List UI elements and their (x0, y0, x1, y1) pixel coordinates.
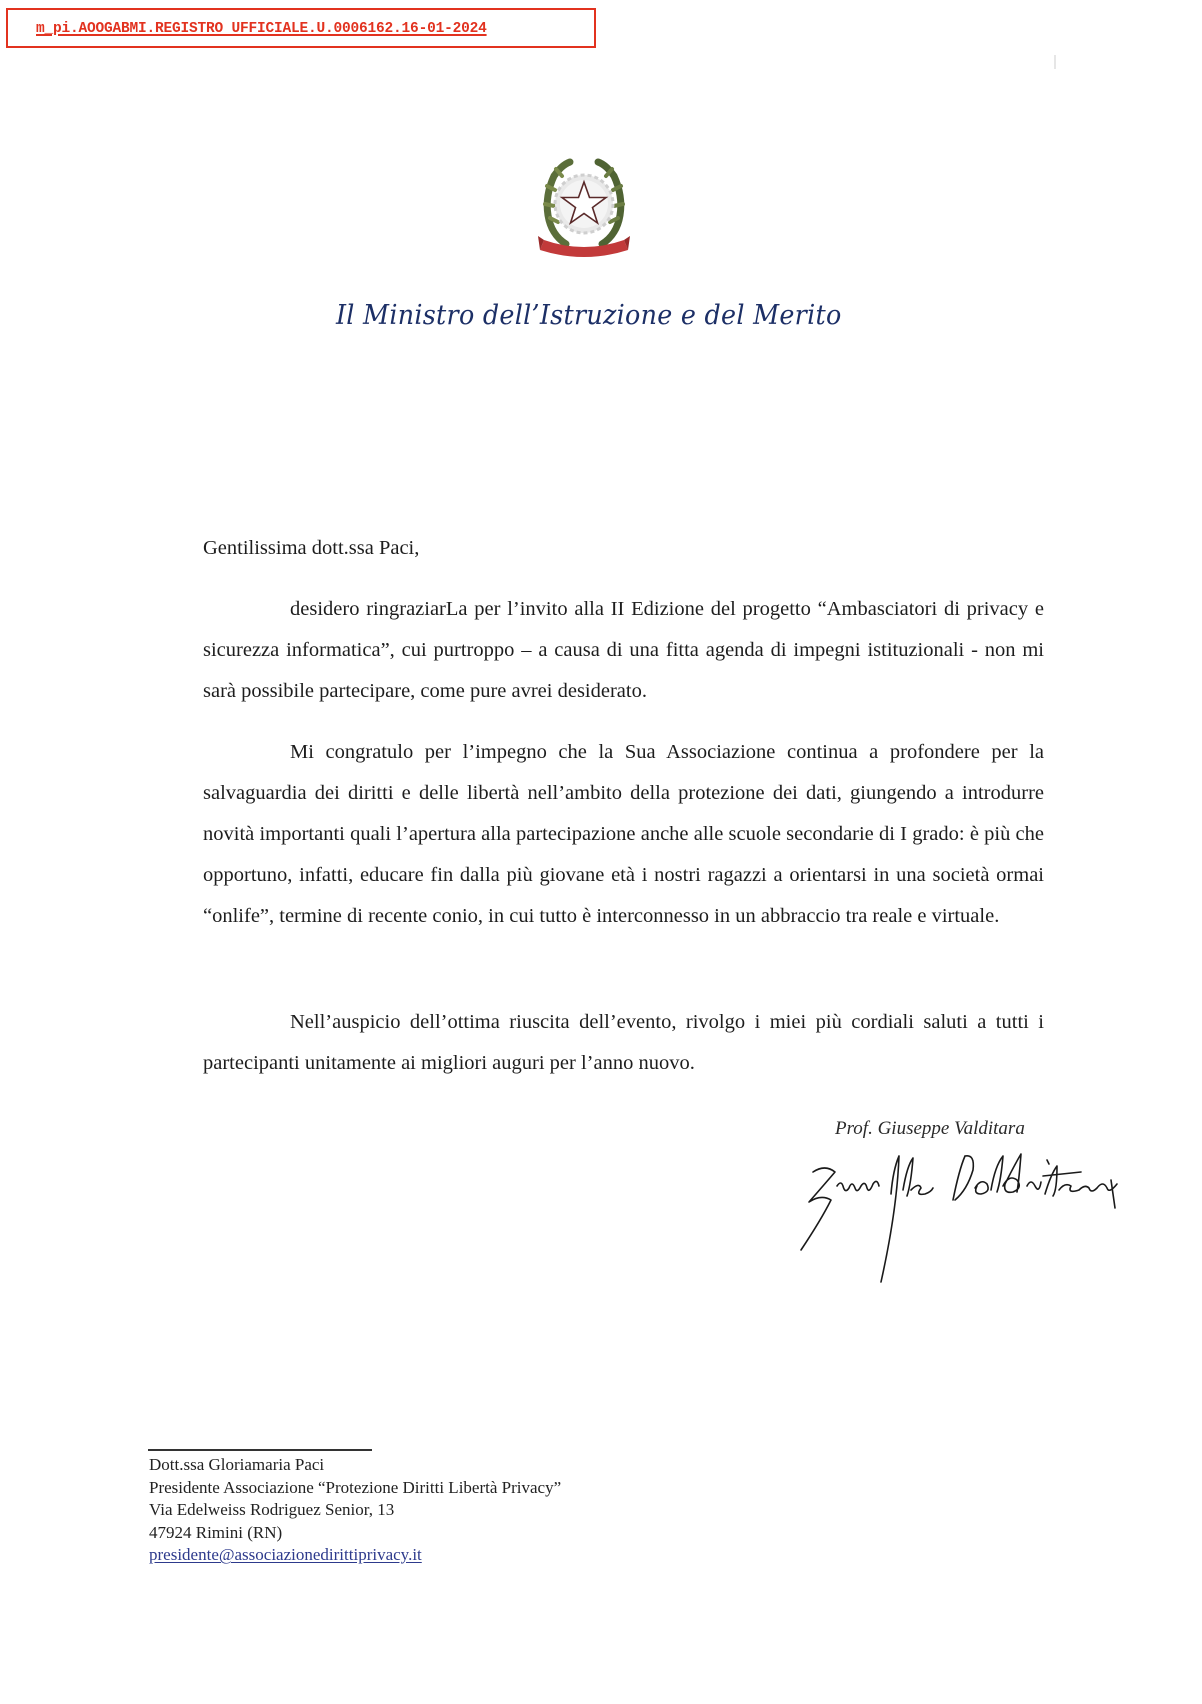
footer-divider (148, 1449, 372, 1451)
letter-paragraph-2 (203, 732, 1044, 937)
paragraph-text: Nell’auspicio dell’ottima riuscita dell’evento, rivolgo i miei più cordiali saluti a tutti i partecipanti unitamente ai migliori auguri per l’anno nuovo. (203, 1011, 1044, 1074)
handwritten-signature (795, 1150, 1175, 1290)
paragraph-text: desidero ringraziarLa per l’invito alla II Edizione del progetto “Ambasciatori di privacy e sicurezza informatica”, cui purtroppo – a causa di una fitta agenda di impegni istituzionali - non mi sarà possibile partecipare, come pure avrei desiderato. (203, 598, 1044, 702)
protocol-number: m_pi.AOOGABMI.REGISTRO UFFICIALE.U.0006162.16-01-2024 (36, 21, 487, 37)
letter-paragraph-3 (203, 1002, 1044, 1084)
signer-name: Prof. Giuseppe Valditara (835, 1118, 1025, 1139)
paragraph-text: Mi congratulo per l’impegno che la Sua Associazione continua a profondere per la salvaguardia dei diritti e delle libertà nell’ambito della protezione dei dati, giungendo a introdurre novità importanti quali l’apertura alla partecipazione anche alle scuole secondarie di I grado: è più che opportuno, infatti, educare fin dalla più giovane età i nostri ragazzi a orientarsi in una società ormai “onlife”, termine di recente conio, in cui tutto è interconnesso in un abbraccio tra reale e virtuale. (203, 741, 1044, 927)
recipient-title: Presidente Associazione “Protezione Diritti Libertà Privacy” (149, 1477, 562, 1497)
recipient-name: Dott.ssa Gloriamaria Paci (149, 1455, 325, 1474)
recipient-email-link[interactable]: presidente@associazionedirittiprivacy.it (149, 1545, 422, 1564)
recipient-street: Via Edelweiss Rodriguez Senior, 13 (149, 1500, 395, 1519)
salutation: Gentilissima dott.ssa Paci, (203, 537, 420, 559)
recipient-address-block (149, 1454, 561, 1567)
protocol-stamp (6, 8, 596, 48)
ministry-title: Il Ministro dell’Istruzione e del Merito (336, 300, 842, 331)
emblem-of-italy-icon (536, 152, 632, 262)
scan-artifact (1054, 55, 1056, 69)
letter-paragraph-1 (203, 589, 1044, 712)
recipient-city: 47924 Rimini (RN) (149, 1522, 283, 1542)
